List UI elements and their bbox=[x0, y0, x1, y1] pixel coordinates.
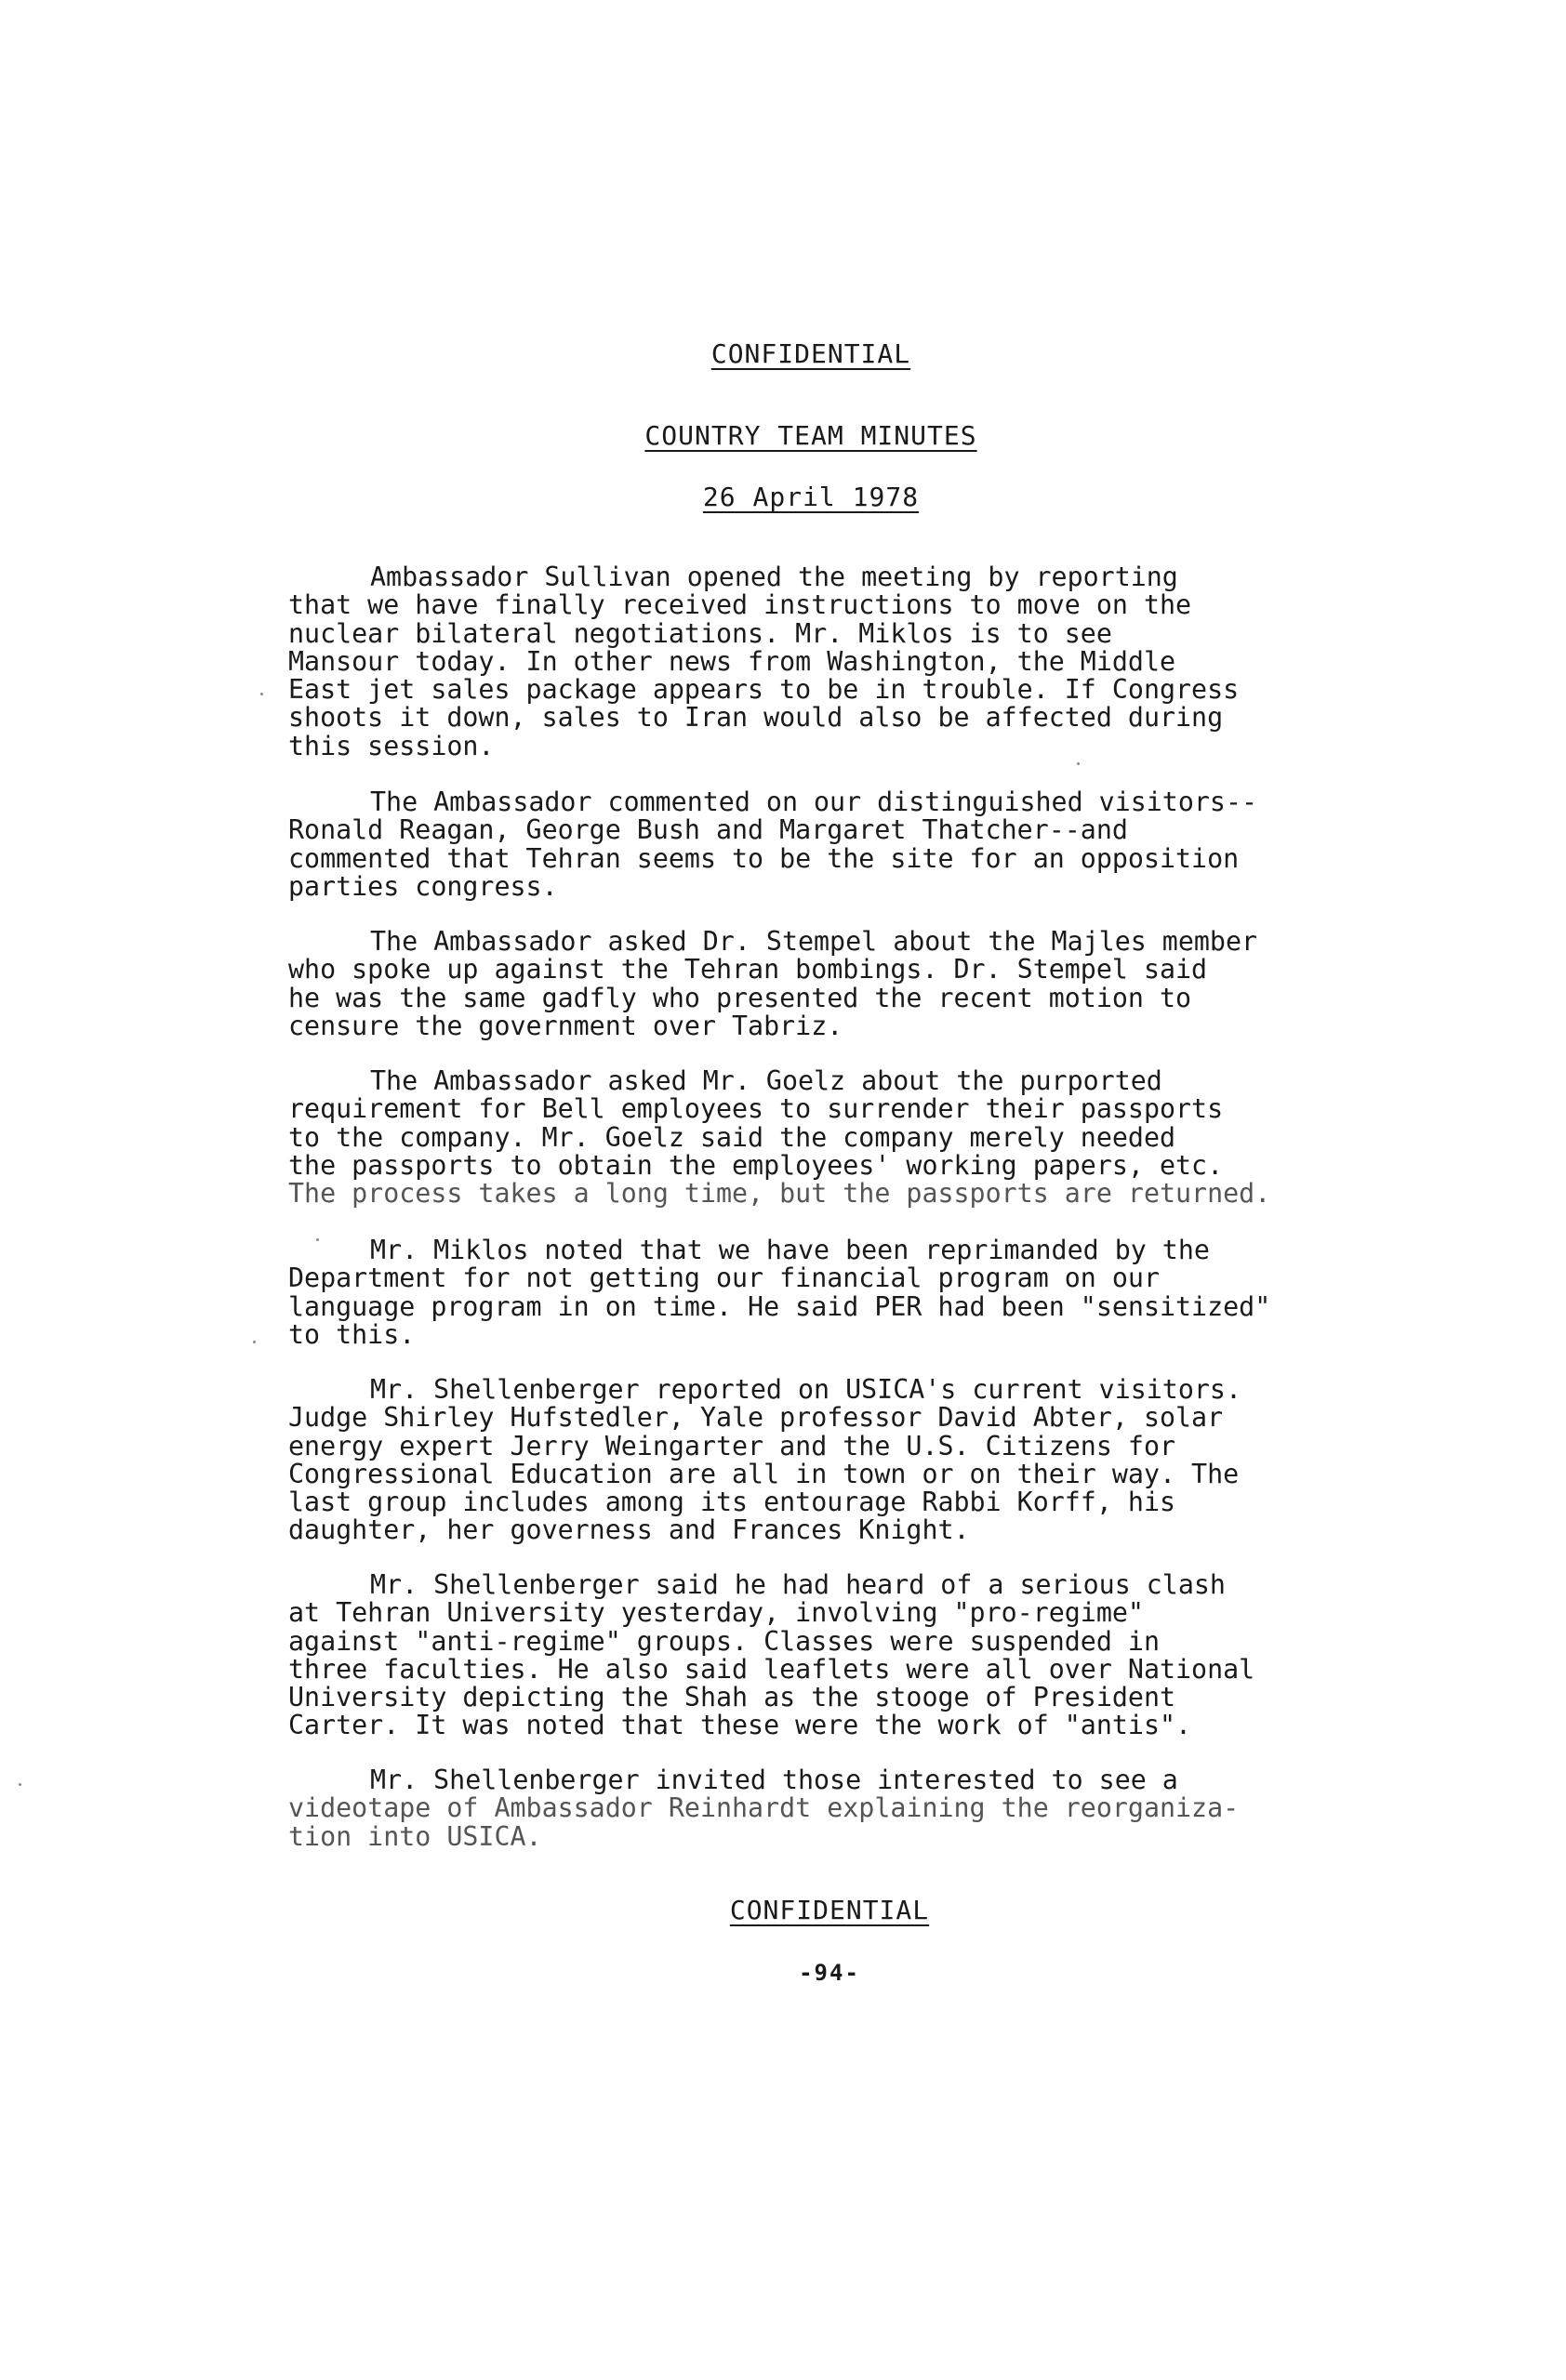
scan-speck bbox=[19, 1783, 21, 1786]
classification-header: CONFIDENTIAL bbox=[710, 338, 911, 369]
paragraph-line: that we have finally received instructions to move on the bbox=[288, 589, 1192, 621]
paragraph-reprimand bbox=[288, 1236, 1358, 1349]
paragraph-videotape bbox=[288, 1766, 1358, 1851]
document-title: COUNTRY TEAM MINUTES bbox=[644, 420, 977, 451]
paragraph-line: Ambassador Sullivan opened the meeting by reporting bbox=[370, 562, 1178, 592]
page-number: -94- bbox=[799, 1960, 860, 1986]
paragraph-line: The process takes a long time, but the passports are returned. bbox=[288, 1178, 1271, 1210]
paragraph-line: daughter, her governess and Frances Knight. bbox=[288, 1514, 970, 1546]
paragraph-line: last group includes among its entourage Rabbi Korff, his bbox=[288, 1487, 1176, 1518]
paragraph-line: to the company. Mr. Goelz said the company merely needed bbox=[288, 1121, 1176, 1153]
paragraph-line: against "anti-regime" groups. Classes were suspended in bbox=[288, 1625, 1160, 1657]
paragraph-usica-visitors bbox=[288, 1376, 1358, 1545]
paragraph-visitors bbox=[288, 788, 1358, 901]
paragraph-line: Carter. It was noted that these were the work of "antis". bbox=[288, 1710, 1192, 1741]
paragraph-line: tion into USICA. bbox=[288, 1820, 542, 1852]
paragraph-line: at Tehran University yesterday, involving "pro-regime" bbox=[288, 1597, 1144, 1629]
paragraph-line: Mr. Shellenberger reported on USICA's current visitors. bbox=[370, 1374, 1241, 1405]
paragraph-line: language program in on time. He said PER had been "sensitized" bbox=[288, 1290, 1271, 1322]
paragraph-line: parties congress. bbox=[288, 870, 558, 902]
paragraph-line: Mansour today. In other news from Washington, the Middle bbox=[288, 645, 1176, 677]
paragraph-line: videotape of Ambassador Reinhardt explaining the reorganiza- bbox=[288, 1792, 1240, 1824]
paragraph-line: shoots it down, sales to Iran would also be affected during bbox=[288, 702, 1224, 734]
scan-speck bbox=[316, 1238, 319, 1241]
paragraph-line: requirement for Bell employees to surrender their passports bbox=[288, 1093, 1224, 1125]
paragraph-university-clash bbox=[288, 1571, 1358, 1740]
scan-speck bbox=[260, 693, 263, 695]
paragraph-line: Mr. Shellenberger invited those interested to see a bbox=[370, 1765, 1178, 1795]
paragraph-line: Mr. Shellenberger said he had heard of a serious clash bbox=[370, 1569, 1226, 1600]
paragraph-line: Ronald Reagan, George Bush and Margaret Thatcher--and bbox=[288, 814, 1128, 846]
paragraph-line: three faculties. He also said leaflets were all over National bbox=[288, 1653, 1255, 1685]
paragraph-line: East jet sales package appears to be in trouble. If Congress bbox=[288, 674, 1240, 706]
paragraph-line: he was the same gadfly who presented the recent motion to bbox=[288, 982, 1192, 1013]
paragraph-line: energy expert Jerry Weingarter and the U.S. Citizens for bbox=[288, 1430, 1176, 1461]
paragraph-majles bbox=[288, 928, 1358, 1040]
document-date: 26 April 1978 bbox=[702, 482, 920, 512]
paragraph-line: The Ambassador commented on our distinguished visitors-- bbox=[370, 787, 1258, 817]
paragraph-line: who spoke up against the Tehran bombings. Dr. Stempel said bbox=[288, 954, 1208, 985]
scan-speck bbox=[253, 1341, 256, 1343]
paragraph-line: The Ambassador asked Mr. Goelz about the purported bbox=[370, 1065, 1162, 1096]
paragraph-line: to this. bbox=[288, 1318, 416, 1350]
paragraph-line: University depicting the Shah as the stooge of President bbox=[288, 1682, 1176, 1713]
paragraph-line: the passports to obtain the employees' working papers, etc. bbox=[288, 1149, 1224, 1181]
paragraph-line: Judge Shirley Hufstedler, Yale professor David Abter, solar bbox=[288, 1402, 1224, 1434]
paragraph-line: nuclear bilateral negotiations. Mr. Miklos is to see bbox=[288, 617, 1112, 649]
paragraph-opening bbox=[288, 563, 1358, 760]
paragraph-line: this session. bbox=[288, 730, 495, 761]
classification-footer: CONFIDENTIAL bbox=[729, 1895, 930, 1925]
paragraph-line: Department for not getting our financial program on our bbox=[288, 1263, 1160, 1294]
paragraph-bell-passports bbox=[288, 1067, 1358, 1208]
paragraph-line: The Ambassador asked Dr. Stempel about the Majles member bbox=[370, 926, 1258, 957]
paragraph-line: censure the government over Tabriz. bbox=[288, 1010, 843, 1041]
scan-speck bbox=[1077, 762, 1080, 765]
paragraph-line: Mr. Miklos noted that we have been reprimanded by the bbox=[370, 1235, 1210, 1265]
paragraph-line: commented that Tehran seems to be the site for an opposition bbox=[288, 842, 1240, 874]
paragraph-line: Congressional Education are all in town or on their way. The bbox=[288, 1458, 1240, 1489]
